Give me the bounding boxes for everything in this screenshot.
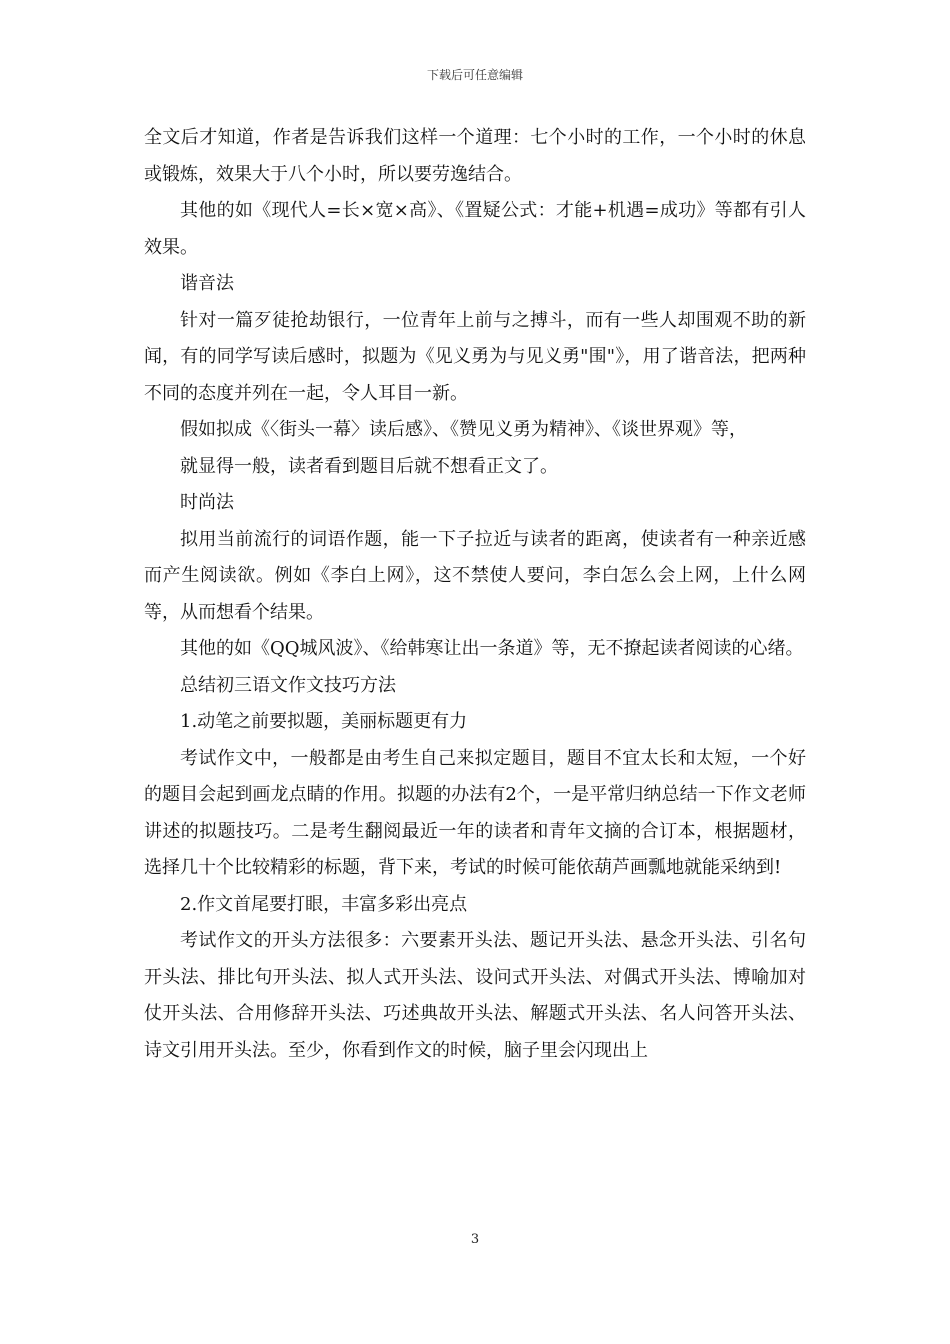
paragraph: 就显得一般，读者看到题目后就不想看正文了。: [180, 455, 558, 477]
subsection-heading: 2.作文首尾要打眼，丰富多彩出亮点: [180, 893, 468, 915]
paragraph: 其他的如《现代人=长×宽×高》、《置疑公式：才能+机遇=成功》等都有引人效果。: [144, 200, 806, 258]
section-heading: 谐音法: [180, 273, 234, 294]
section-heading: 时尚法: [180, 492, 234, 513]
page-header: 下载后可任意编辑: [426, 68, 523, 82]
paragraph: 针对一篇歹徒抢劫银行，一位青年上前与之搏斗，而有一些人却围观不助的新闻，有的同学写读后感时，拟题为《见义勇为与见义勇"围"》，用了谐音法，把两种不同的态度并列在一起，令人耳目一新。: [144, 309, 806, 404]
section-heading: 总结初三语文作文技巧方法: [180, 674, 396, 696]
paragraph: 拟用当前流行的词语作题，能一下子拉近与读者的距离，使读者有一种亲近感而产生阅读欲。例如《李白上网》，这不禁使人要问，李白怎么会上网，上什么网等，从而想看个结果。: [144, 528, 806, 623]
paragraph: 考试作文的开头方法很多：六要素开头法、题记开头法、悬念开头法、引名句开头法、排比句开头法、拟人式开头法、设问式开头法、对偶式开头法、博喻加对仗开头法、合用修辞开头法、巧述典故开头法、解题式开头法、名人问答开头法、诗文引用开头法。至少，你看到作文的时候，脑子里会闪现出上: [144, 930, 806, 1061]
document-body: [144, 120, 806, 1069]
page-number: 3: [470, 1232, 480, 1247]
paragraph: 全文后才知道，作者是告诉我们这样一个道理：七个小时的工作，一个小时的休息或锻炼，效果大于八个小时，所以要劳逸结合。: [144, 127, 806, 185]
paragraph: 考试作文中，一般都是由考生自己来拟定题目，题目不宜太长和太短，一个好的题目会起到画龙点睛的作用。拟题的办法有2个，一是平常归纳总结一下作文老师讲述的拟题技巧。二是考生翻阅最近一年的读者和青年文摘的合订本，根据题材，选择几十个比较精彩的标题，背下来，考试的时候可能依葫芦画瓢地就能采纳到!: [144, 747, 806, 878]
paragraph: 其他的如《QQ城风波》、《给韩寒让出一条道》等，无不撩起读者阅读的心绪。: [180, 638, 804, 659]
paragraph: 假如拟成《〈街头一幕〉读后感》、《赞见义勇为精神》、《谈世界观》等，: [180, 419, 747, 440]
subsection-heading: 1.动笔之前要拟题，美丽标题更有力: [180, 711, 468, 732]
